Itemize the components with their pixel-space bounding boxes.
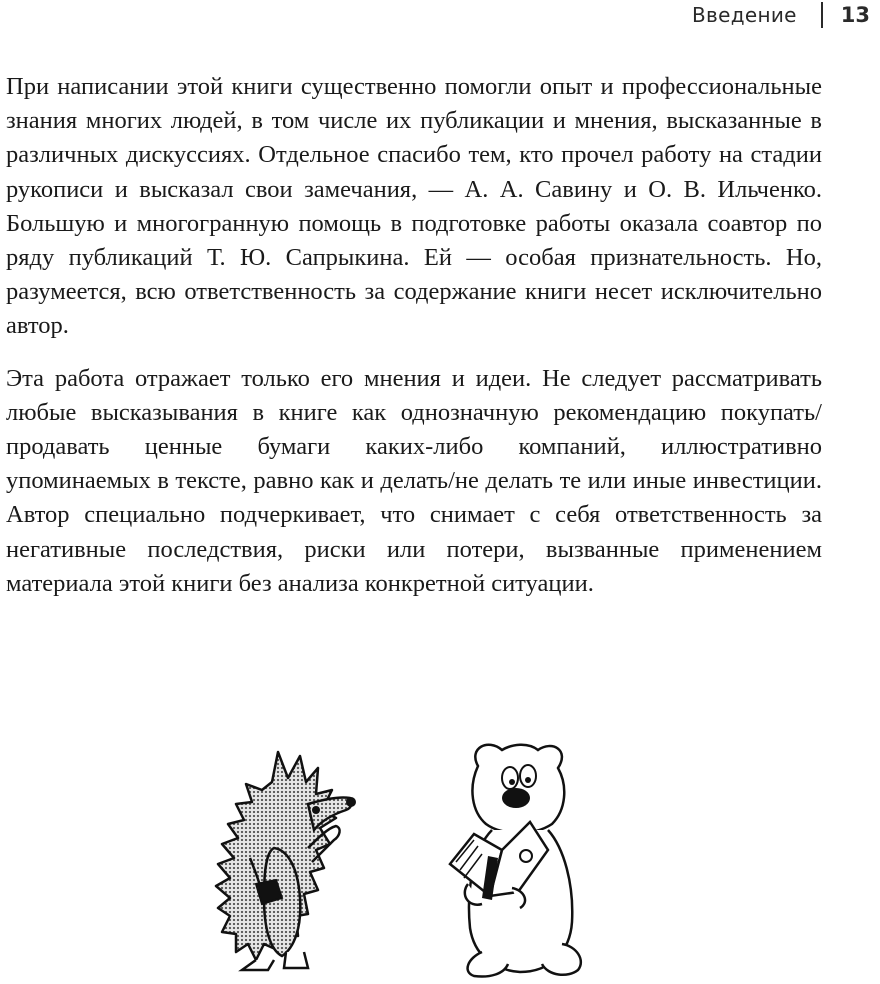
paragraph-disclaimer: Эта работа отражает только его мнения и идеи. Не следует рассматривать любые высказывания в книге как однозначную рекомендацию покупать/продавать ценные бумаги каких-либо компаний, иллюстративно упоминаемых в тексте, равно как и делать/не делать те или иные инвестиции. Автор специально подчеркивает, что снимает с себя ответственность за негативные последствия, риски или потери, вызванные применением материала этой книги без анализа конкретной ситуации. [6, 364, 822, 597]
hedgehog-figure [216, 752, 356, 970]
header-divider [821, 2, 823, 28]
bear-figure [450, 745, 581, 977]
section-title: Введение [692, 3, 797, 27]
page-number: 13 [840, 3, 870, 27]
illustration [212, 738, 592, 984]
paragraph-acknowledgements: При написании этой книги существенно помогли опыт и профессиональные знания многих людей, в том числе их публикации и мнения, высказанные в различных дискуссиях. Отдельное спасибо тем, кто прочел работу на стадии рукописи и высказал свои замечания, — А. А. Савину и О. В. Ильченко. Большую и многогранную помощь в подготовке работы оказала соавтор по ряду публикаций Т. Ю. Сапрыкина. Ей — особая признательность. Но, разумеется, всю ответственность за содержание книги несет исключительно автор. [6, 73, 822, 340]
body-text [6, 70, 822, 619]
running-header [692, 2, 870, 28]
